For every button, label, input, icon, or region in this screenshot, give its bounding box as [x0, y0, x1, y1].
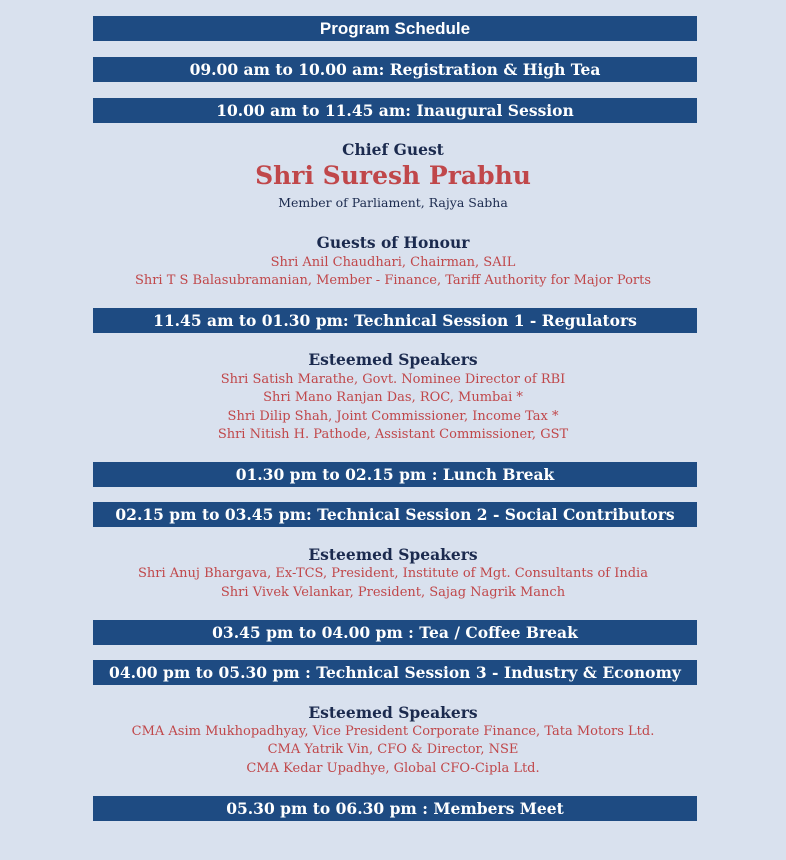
chief-guest-role: Member of Parliament, Rajya Sabha: [278, 195, 508, 210]
speaker: Shri Vivek Velankar, President, Sajag Nagrik Manch: [220, 585, 566, 600]
chief-guest-heading: Chief Guest: [342, 140, 444, 159]
slot-inaugural: 10.00 am to 11.45 am: Inaugural Session: [93, 98, 697, 123]
speaker: CMA Kedar Upadhye, Global CFO-Cipla Ltd.: [246, 761, 540, 776]
slot-session-2: 02.15 pm to 03.45 pm: Technical Session 2 - Social Contributors: [93, 502, 697, 527]
speaker: CMA Yatrik Vin, CFO & Director, NSE: [267, 742, 519, 757]
speakers-heading-1: Esteemed Speakers: [308, 350, 478, 369]
slot-members-meet: 05.30 pm to 06.30 pm : Members Meet: [93, 796, 697, 821]
slot-session-3: 04.00 pm to 05.30 pm : Technical Session 3 - Industry & Economy: [93, 660, 697, 685]
slot-session-1: 11.45 am to 01.30 pm: Technical Session 1 - Regulators: [93, 308, 697, 333]
speaker: Shri Mano Ranjan Das, ROC, Mumbai *: [263, 390, 523, 405]
chief-guest-name: Shri Suresh Prabhu: [255, 161, 531, 190]
speaker: CMA Asim Mukhopadhyay, Vice President Corporate Finance, Tata Motors Ltd.: [131, 724, 655, 739]
slot-tea-break: 03.45 pm to 04.00 pm : Tea / Coffee Break: [93, 620, 697, 645]
guests-of-honour-heading: Guests of Honour: [316, 233, 470, 252]
speakers-heading-3: Esteemed Speakers: [308, 703, 478, 722]
program-schedule-title: Program Schedule: [93, 16, 697, 41]
slot-lunch: 01.30 pm to 02.15 pm : Lunch Break: [93, 462, 697, 487]
speaker: Shri Anuj Bhargava, Ex-TCS, President, Institute of Mgt. Consultants of India: [138, 566, 648, 581]
guest-of-honour: Shri T S Balasubramanian, Member - Finance, Tariff Authority for Major Ports: [134, 273, 652, 288]
speakers-heading-2: Esteemed Speakers: [308, 545, 478, 564]
guest-of-honour: Shri Anil Chaudhari, Chairman, SAIL: [270, 255, 516, 270]
slot-registration: 09.00 am to 10.00 am: Registration & High Tea: [93, 57, 697, 82]
speaker: Shri Nitish H. Pathode, Assistant Commissioner, GST: [217, 427, 569, 442]
speaker: Shri Satish Marathe, Govt. Nominee Director of RBI: [220, 372, 566, 387]
speaker: Shri Dilip Shah, Joint Commissioner, Income Tax *: [227, 409, 559, 424]
